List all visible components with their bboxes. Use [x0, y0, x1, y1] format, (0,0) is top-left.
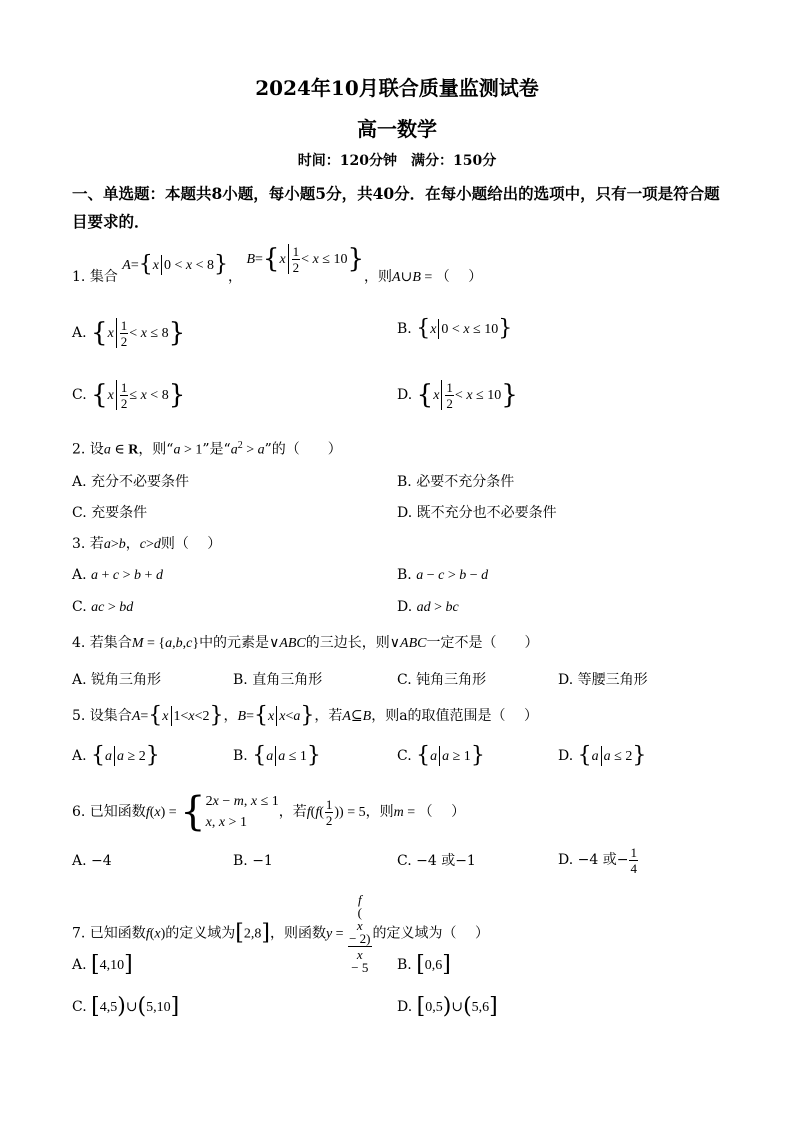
question-4: 4. 若集合M = {a,b,c}中的元素是∨ABC的三边长，则∨ABC一定不是（ ） [72, 635, 539, 651]
q6-option-a[interactable]: A. −4 [72, 853, 112, 869]
exam-title: 2024年10月联合质量监测试卷 [255, 76, 539, 100]
question-1: 1. 集合 A={x 0 < x < 8}， B={x $\frac{1}{2}$ < x ≤ 10}，则A∪B = （ ） [72, 243, 483, 285]
question-7: 7. 已知函数f(x)的定义域为[2,8]，则函数y = f ( x − 2) x − 5 的定义域为（ ） [72, 892, 489, 975]
q1-option-b[interactable]: B. {x 0 < x ≤ 10} [397, 316, 513, 341]
question-3: 3. 若a>b，c>d则（ ） [72, 536, 222, 552]
q3-option-d[interactable]: D. ad > bc [397, 599, 459, 615]
q5-option-a[interactable]: A. {a a ≥ 2} [72, 743, 160, 768]
q4-option-c[interactable]: C. 钝角三角形 [397, 672, 487, 688]
section-heading-single-choice: 一、单选题：本题共8小题，每小题5分，共40分．在每小题给出的选项中，只有一项是符合题目要求的． [72, 184, 720, 231]
exam-time-info: 时间：120分钟 满分：150分 [297, 153, 497, 169]
q6-option-c[interactable]: C. −4 或−1 [397, 853, 476, 869]
q4-option-d[interactable]: D. 等腰三角形 [558, 672, 648, 688]
q4-option-a[interactable]: A. 锐角三角形 [72, 672, 162, 688]
q6-option-b[interactable]: B. −1 [233, 853, 273, 869]
q3-option-a[interactable]: A. a + c > b + d [72, 567, 163, 583]
q3-option-b[interactable]: B. a − c > b − d [397, 567, 489, 583]
q7-option-a[interactable]: A. [4,10] [72, 952, 133, 977]
q2-option-d[interactable]: D. 既不充分也不必要条件 [397, 505, 557, 521]
q6-option-d[interactable]: D. −4 或− $\frac{1}{4}$ [558, 844, 637, 876]
q4-option-b[interactable]: B. 直角三角形 [233, 672, 323, 688]
q1-option-a[interactable]: A. {x $\frac{1}{2}$ < x ≤ 8} [72, 317, 186, 349]
q5-option-c[interactable]: C. {a a ≥ 1} [397, 743, 485, 768]
question-2: 2. 设a ∈ R，则“a > 1”是“$a^2 > a$”的（ ） [72, 440, 342, 458]
q1-option-c[interactable]: C. {x $\frac{1}{2}$ ≤ x < 8} [72, 379, 186, 411]
q7-option-d[interactable]: D. [0,5)∪(5,6] [397, 994, 498, 1019]
q1-option-d[interactable]: D. {x $\frac{1}{2}$ < x ≤ 10} [397, 379, 518, 411]
question-5: 5. 设集合A={x 1<x<2}，B={x x<a}，若A⊆B，则a的取值范围是（ ） [72, 703, 538, 728]
question-6: 6. 已知函数f(x) = { 2x − m, x ≤ 1 x, x > 1 ，若f(f( $\frac{1}{2}$ )) = 5，则m = （ ） [72, 789, 466, 835]
exam-subject: 高一数学 [357, 117, 437, 141]
q2-option-c[interactable]: C. 充要条件 [72, 505, 148, 521]
q5-option-d[interactable]: D. {a a ≤ 2} [558, 743, 647, 768]
q7-option-b[interactable]: B. [0,6] [397, 952, 451, 977]
q3-option-c[interactable]: C. ac > bd [72, 599, 134, 615]
q5-option-b[interactable]: B. {a a ≤ 1} [233, 743, 321, 768]
q2-option-b[interactable]: B. 必要不充分条件 [397, 474, 515, 490]
q7-option-c[interactable]: C. [4,5)∪(5,10] [72, 994, 180, 1019]
q2-option-a[interactable]: A. 充分不必要条件 [72, 474, 190, 490]
